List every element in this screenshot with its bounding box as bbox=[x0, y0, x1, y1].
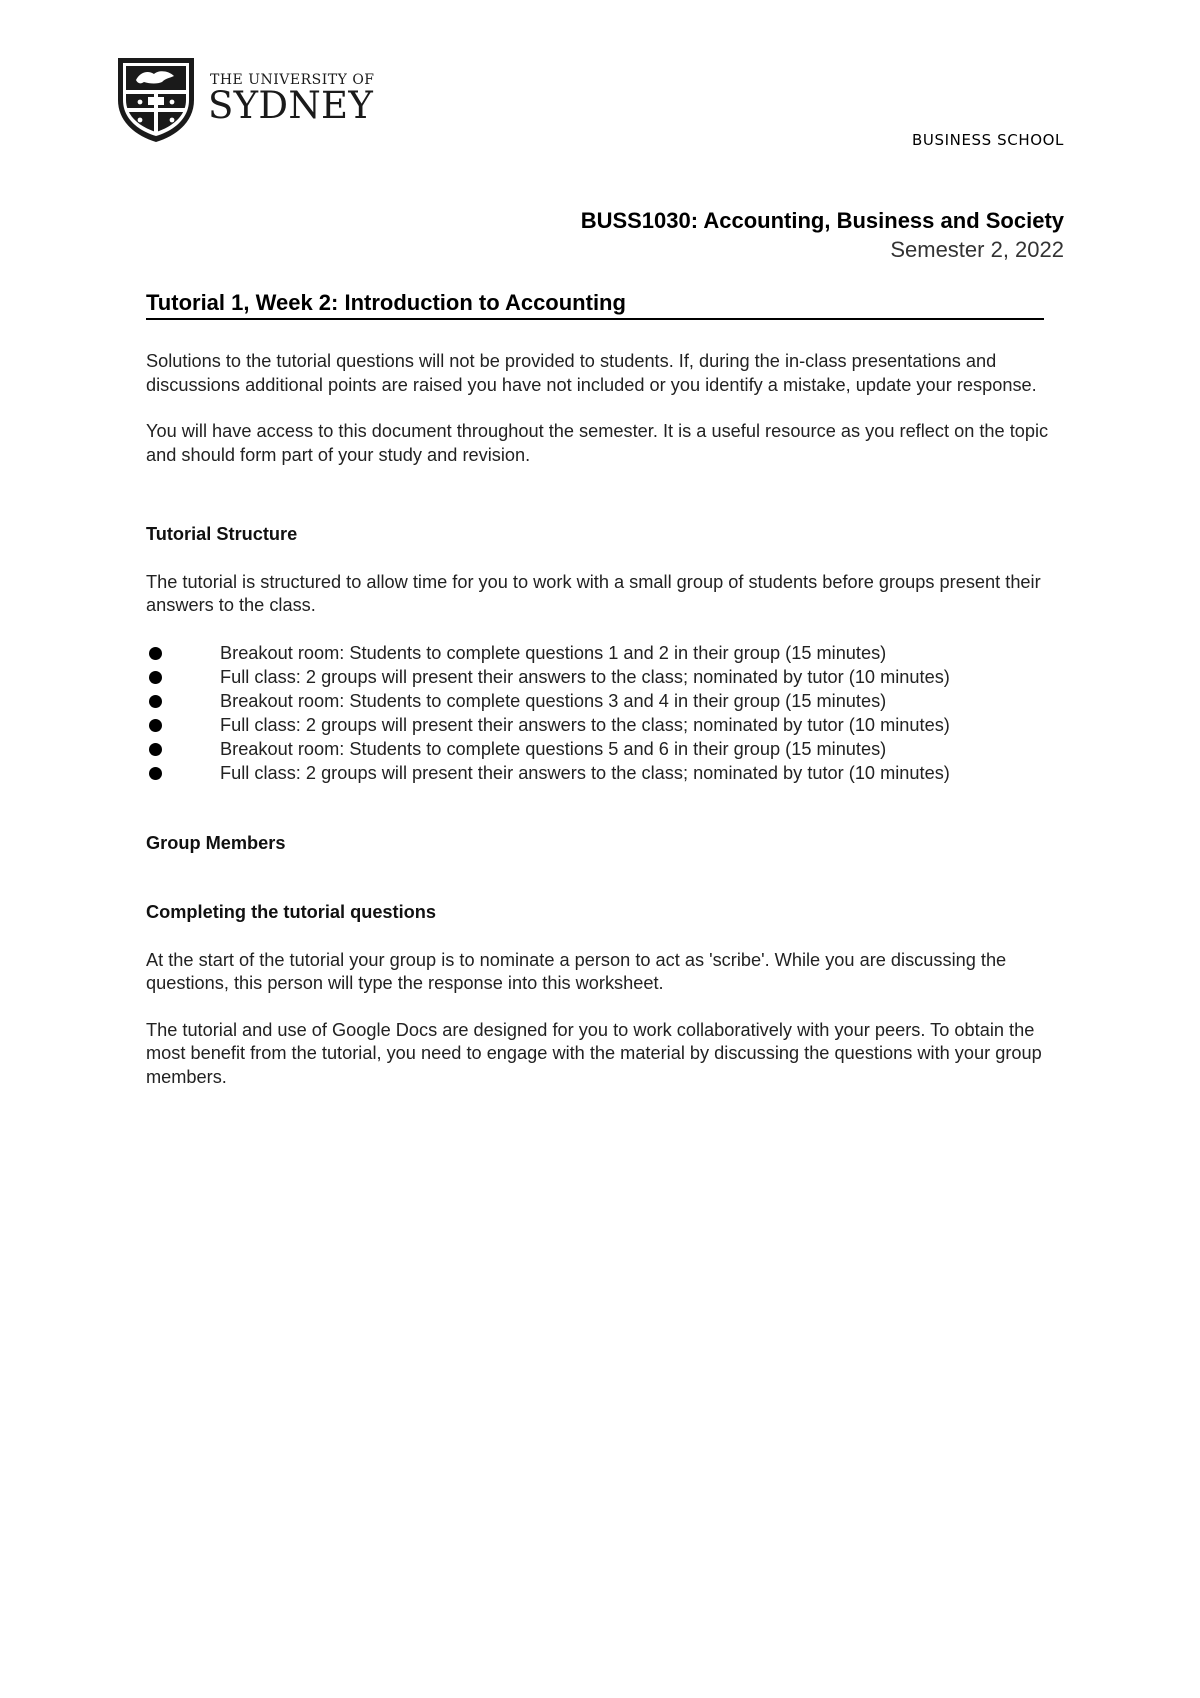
semester-label: Semester 2, 2022 bbox=[890, 237, 1064, 262]
bullet-icon bbox=[149, 743, 162, 756]
bullet-icon bbox=[149, 695, 162, 708]
logo-line-small: THE UNIVERSITY OF bbox=[210, 72, 375, 88]
document-body bbox=[146, 290, 1066, 1112]
completing-paragraph: The tutorial and use of Google Docs are designed for you to work collaboratively with your peers. To obtain the most benefit from the tutorial, you need to engage with the material by discussing the questions with your group members. bbox=[146, 1019, 1042, 1087]
list-item bbox=[146, 761, 1066, 785]
group-members-heading: Group Members bbox=[146, 832, 286, 853]
tutorial-title: Tutorial 1, Week 2: Introduction to Accounting bbox=[146, 290, 1044, 320]
list-item bbox=[146, 689, 1066, 713]
school-name: BUSINESS SCHOOL bbox=[912, 131, 1064, 149]
list-item-text: Full class: 2 groups will present their answers to the class; nominated by tutor (10 minutes) bbox=[220, 762, 950, 783]
bullet-icon bbox=[149, 767, 162, 780]
bullet-icon bbox=[149, 671, 162, 684]
list-item bbox=[146, 641, 1066, 665]
list-item-text: Breakout room: Students to complete questions 3 and 4 in their group (15 minutes) bbox=[220, 690, 887, 711]
list-item-text: Full class: 2 groups will present their answers to the class; nominated by tutor (10 minutes) bbox=[220, 666, 950, 687]
intro-paragraph: Solutions to the tutorial questions will not be provided to students. If, during the in-class presentations and discussions additional points are raised you have not included or you identify a mistake, update your response. bbox=[146, 351, 1037, 395]
structure-description: The tutorial is structured to allow time for you to work with a small group of students before groups present their answers to the class. bbox=[146, 571, 1041, 615]
list-item bbox=[146, 737, 1066, 761]
tutorial-structure-heading: Tutorial Structure bbox=[146, 524, 298, 544]
list-item-text: Breakout room: Students to complete questions 5 and 6 in their group (15 minutes) bbox=[220, 738, 887, 759]
course-title: BUSS1030: Accounting, Business and Society bbox=[580, 208, 1064, 233]
completing-paragraph: At the start of the tutorial your group is to nominate a person to act as 'scribe'. While you are discussing the questions, this person will type the response into this worksheet. bbox=[146, 949, 1007, 993]
university-crest-icon bbox=[116, 56, 196, 144]
completing-questions-heading: Completing the tutorial questions bbox=[146, 902, 436, 922]
intro-paragraph: You will have access to this document throughout the semester. It is a useful resource as you reflect on the topic and should form part of your study and revision. bbox=[146, 421, 1049, 465]
list-item-text: Breakout room: Students to complete questions 1 and 2 in their group (15 minutes) bbox=[220, 642, 887, 663]
list-item-text: Full class: 2 groups will present their answers to the class; nominated by tutor (10 minutes) bbox=[220, 714, 950, 735]
schedule-list bbox=[146, 641, 1066, 785]
list-item bbox=[146, 713, 1066, 737]
logo-line-big: SYDNEY bbox=[208, 84, 374, 127]
bullet-icon bbox=[149, 647, 162, 660]
university-logo bbox=[116, 56, 375, 146]
list-item bbox=[146, 665, 1066, 689]
bullet-icon bbox=[149, 719, 162, 732]
